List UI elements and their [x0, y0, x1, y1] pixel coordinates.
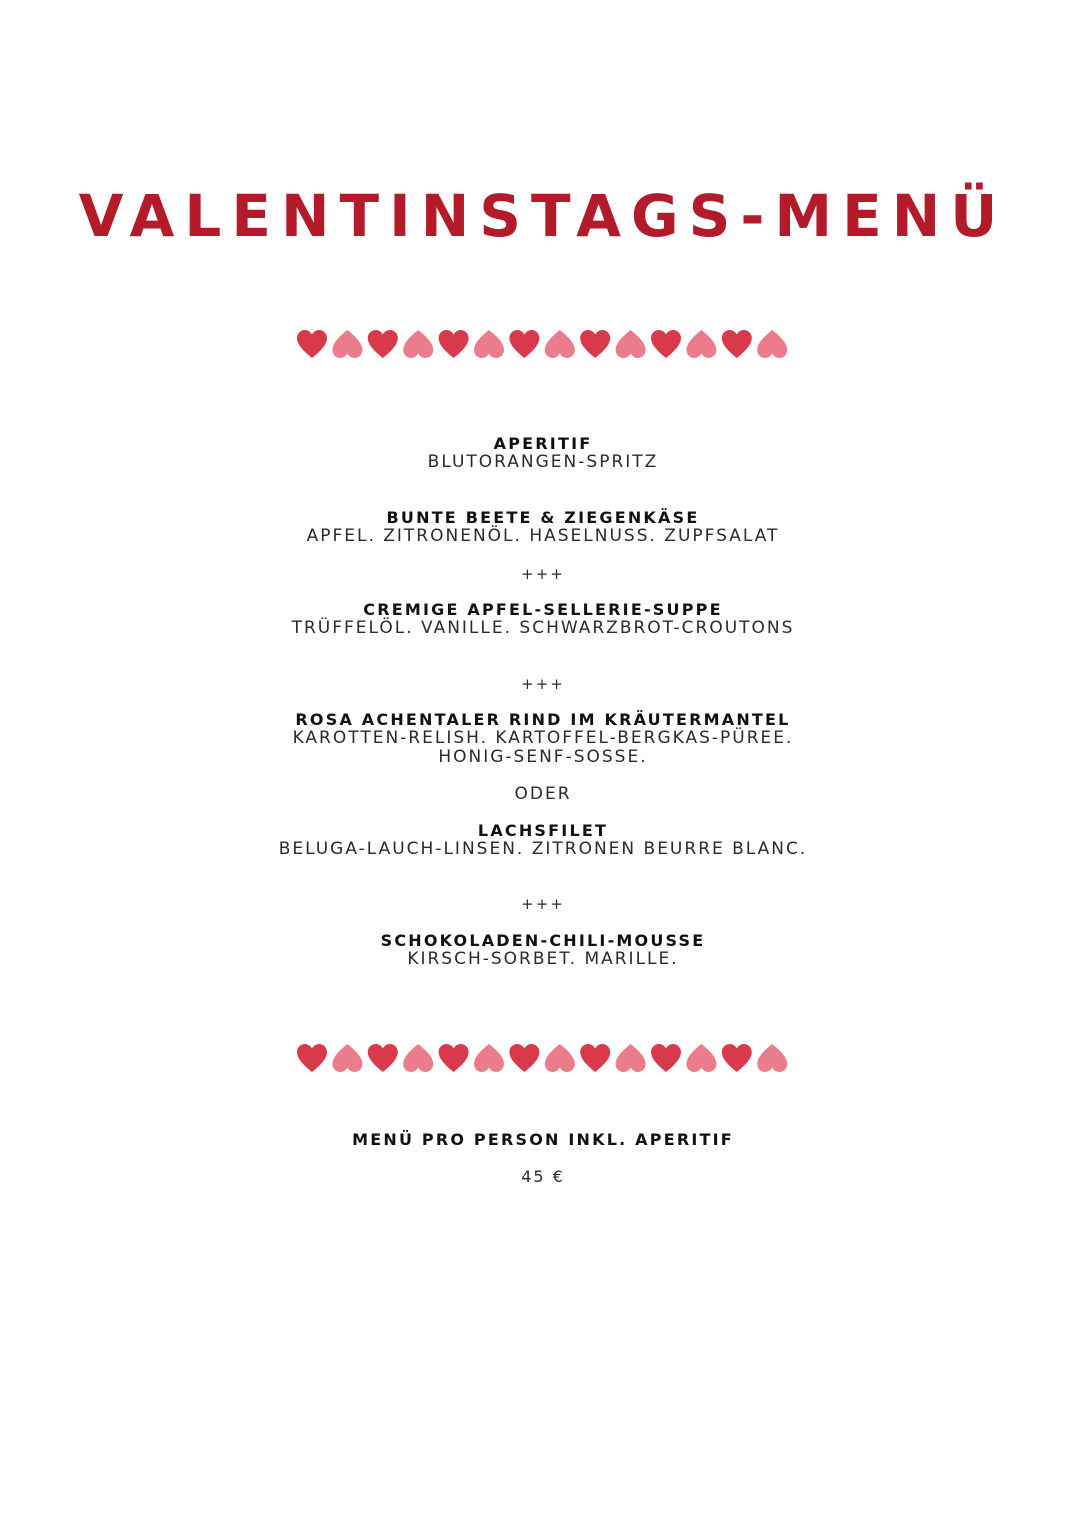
heart-icon — [403, 330, 433, 358]
course-name: APERITIF — [493, 434, 593, 453]
heart-icon — [721, 1044, 751, 1072]
heart-icon — [721, 330, 751, 358]
course-description: APFEL. ZITRONENÖL. HASELNUSS. ZUPFSALAT — [306, 526, 780, 546]
heart-icon — [297, 1044, 327, 1072]
course-main-salmon — [0, 821, 1086, 859]
heart-icon — [544, 330, 574, 358]
course-main-beef — [0, 710, 1086, 767]
heart-icon — [544, 1044, 574, 1072]
heart-icon — [367, 1044, 397, 1072]
heart-icon — [651, 1044, 681, 1072]
course-description-line2: HONIG-SENF-SOSSE. — [438, 747, 648, 767]
heart-icon — [438, 330, 468, 358]
course-description: KAROTTEN-RELISH. KARTOFFEL-BERGKAS-PÜREE. — [292, 728, 794, 748]
heart-icon — [686, 1044, 716, 1072]
heart-icon — [651, 330, 681, 358]
hearts-row — [296, 328, 791, 360]
course-separator: +++ — [521, 565, 565, 583]
course-separator: +++ — [521, 895, 565, 913]
course-aperitif — [0, 434, 1086, 472]
heart-icon — [509, 1044, 539, 1072]
course-name: BUNTE BEETE & ZIEGENKÄSE — [386, 508, 700, 527]
heart-icon — [474, 1044, 504, 1072]
course-separator: +++ — [521, 675, 565, 693]
price-label: MENÜ PRO PERSON INKL. APERITIF — [352, 1130, 734, 1149]
heart-icon — [757, 330, 787, 358]
heart-icon — [332, 1044, 362, 1072]
heart-icon — [297, 330, 327, 358]
course-name: ROSA ACHENTALER RIND IM KRÄUTERMANTEL — [295, 710, 791, 729]
hearts-row — [296, 1042, 791, 1074]
heart-icon — [686, 330, 716, 358]
course-description: BLUTORANGEN-SPRITZ — [427, 452, 659, 472]
course-dessert — [0, 931, 1086, 969]
page-title: VALENTINSTAGS-MENÜ — [78, 182, 1008, 250]
heart-icon — [403, 1044, 433, 1072]
price-value: 45 € — [521, 1167, 565, 1186]
course-name: CREMIGE APFEL-SELLERIE-SUPPE — [363, 600, 723, 619]
course-name: SCHOKOLADEN-CHILI-MOUSSE — [380, 931, 706, 950]
heart-icon — [474, 330, 504, 358]
heart-icon — [332, 330, 362, 358]
course-name: LACHSFILET — [477, 821, 609, 840]
alternative-label: ODER — [514, 784, 572, 804]
heart-icon — [367, 330, 397, 358]
course-soup — [0, 600, 1086, 638]
course-description: BELUGA-LAUCH-LINSEN. ZITRONEN BEURRE BLANC. — [278, 839, 808, 859]
heart-icon — [615, 330, 645, 358]
course-starter — [0, 508, 1086, 546]
course-description: KIRSCH-SORBET. MARILLE. — [407, 949, 679, 969]
heart-icon — [580, 330, 610, 358]
heart-icon — [757, 1044, 787, 1072]
heart-icon — [615, 1044, 645, 1072]
heart-icon — [580, 1044, 610, 1072]
heart-border-bottom — [0, 1042, 1086, 1074]
course-description: TRÜFFELÖL. VANILLE. SCHWARZBROT-CROUTONS — [291, 618, 795, 638]
heart-icon — [509, 330, 539, 358]
heart-border-top — [0, 328, 1086, 360]
heart-icon — [438, 1044, 468, 1072]
